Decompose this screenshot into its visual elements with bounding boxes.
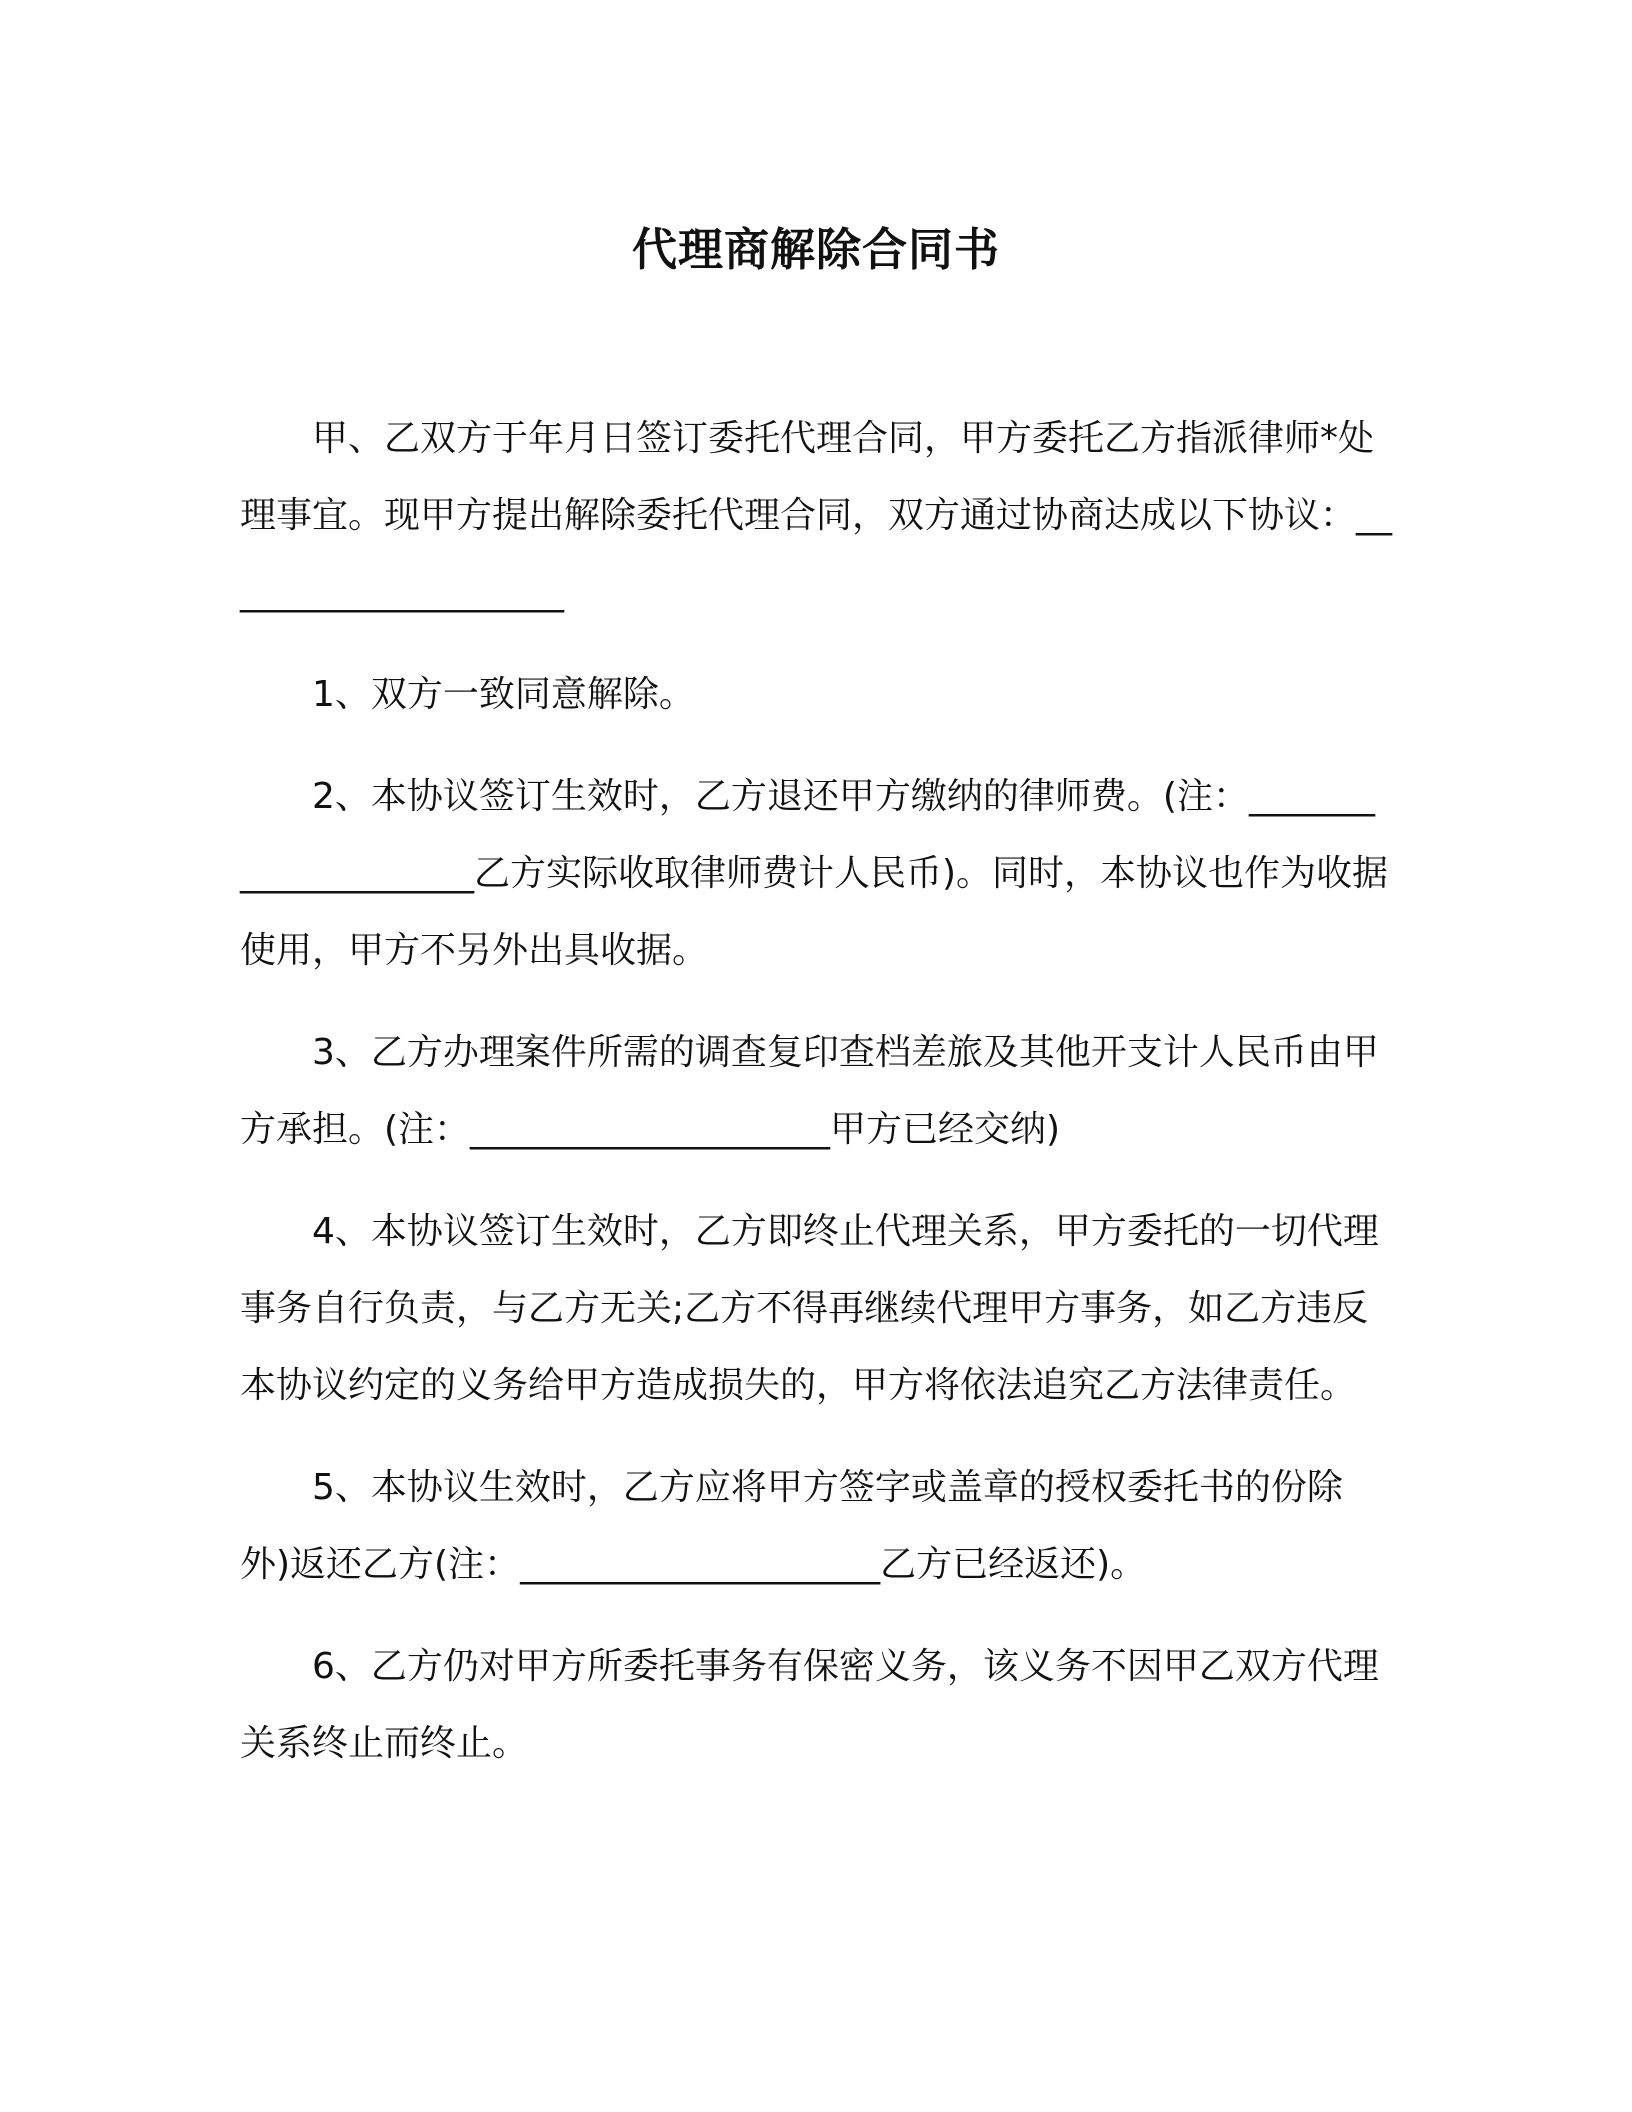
paragraph-preamble: 甲、乙双方于年月日签订委托代理合同，甲方委托乙方指派律师*处理事宜。现甲方提出解除委托代理合同，双方通过协商达成以下协议：____________________	[240, 418, 1393, 613]
paragraph-clause-2: 2、本协议签订生效时，乙方退还甲方缴纳的律师费。(注：____________________乙方实际收取律师费计人民币)。同时，本协议也作为收据使用，甲方不另外出具收据。	[240, 776, 1389, 971]
paragraph-clause-1: 1、双方一致同意解除。	[312, 674, 695, 715]
document-title: 代理商解除合同书	[631, 223, 1000, 276]
paragraph-clause-6: 6、乙方仍对甲方所委托事务有保密义务，该义务不因甲乙双方代理关系终止而终止。	[240, 1646, 1379, 1764]
paragraph-clause-3: 3、乙方办理案件所需的调查复印查档差旅及其他开支计人民币由甲方承担。(注：____________________甲方已经交纳)	[240, 1032, 1379, 1150]
paragraph-clause-5: 5、本协议生效时，乙方应将甲方签字或盖章的授权委托书的份除外)返还乙方(注：____________________乙方已经返还)。	[240, 1467, 1343, 1585]
paragraph-clause-4: 4、本协议签订生效时，乙方即终止代理关系，甲方委托的一切代理事务自行负责，与乙方无关;乙方不得再继续代理甲方事务，如乙方违反本协议约定的义务给甲方造成损失的，甲方将依法追究乙方法律责任。	[240, 1211, 1379, 1406]
document-body	[240, 400, 1392, 1782]
